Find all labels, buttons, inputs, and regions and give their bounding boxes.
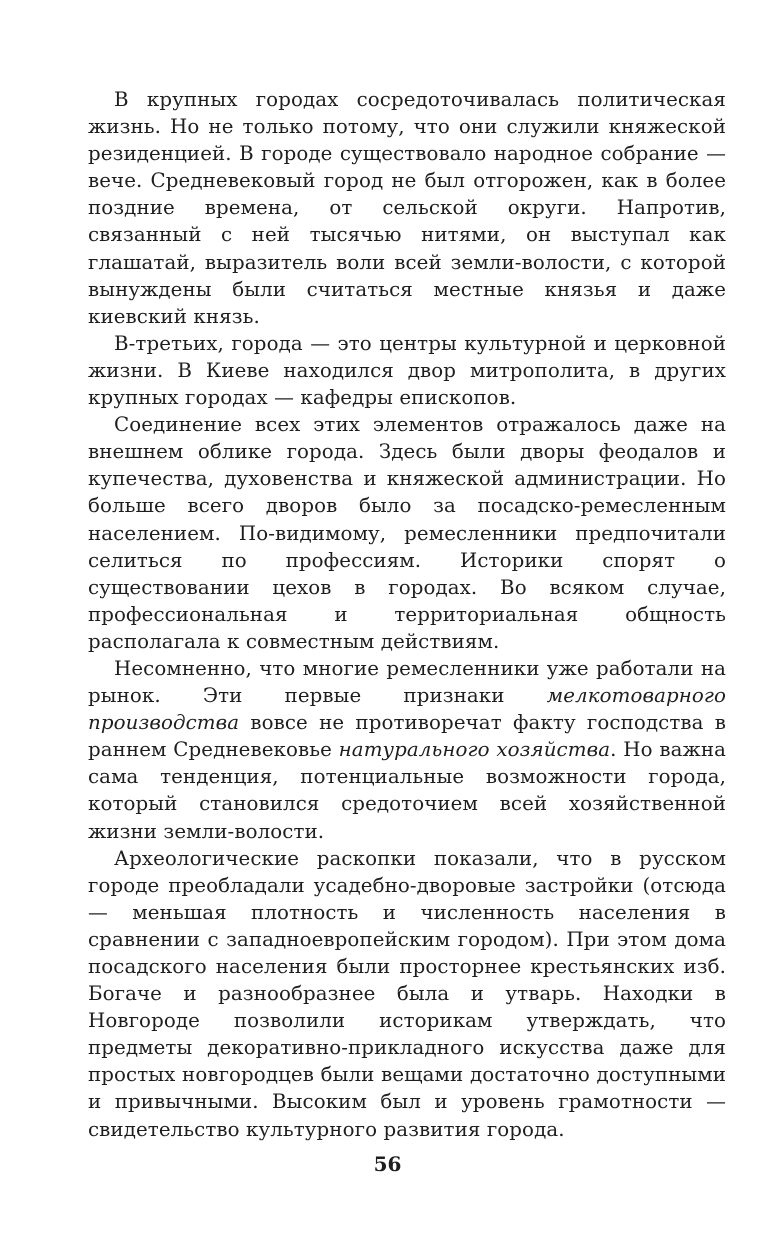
italic-term-natural-economy: натурального хозяйства	[338, 738, 611, 762]
paragraph-text-segment: . Но важна сама тенденция, потенциальные возможности города, который становился средоточием всей хозяйственной жизни земли-волости.	[88, 738, 727, 843]
paragraph-archaeology: Археологические раскопки показали, что в русском городе преобладали усадебно-дворовые застройки (отсюда — меньшая плотность и численность населения в сравнении с западноевропейским городом). При этом дома посадского населения были просторнее крестьянских изб. Богаче и разнообразнее была и утварь. Находки в Новгороде позволили историкам утверждать, что предметы декоративно-прикладного искусства даже для простых новгородцев были вещами достаточно доступными и привычными. Высоким был и уровень грамотности — свидетельство культурного развития города.	[88, 846, 726, 1141]
italic-term-small-commodity-production: мелкотоварного производства	[88, 684, 726, 735]
page-number: 56	[373, 1152, 402, 1176]
page-text-body	[88, 86, 726, 1143]
paragraph-city-appearance: Соединение всех этих элементов отражалось даже на внешнем облике города. Здесь были дворы феодалов и купечества, духовенства и княжеской администрации. Но больше всего дворов было за посадско-ремесленным населением. По-видимому, ремесленники предпочитали селиться по профессиям. Историки спорят о существовании цехов в городах. Во всяком случае, профессиональная и территориальная общность располагала к совместным действиям.	[88, 413, 726, 653]
paragraph-political-life: В крупных городах сосредоточивалась политическая жизнь. Но не только потому, что они служили княжеской резиденцией. В городе существовало народное собрание — вече. Средневековый город не был отгорожен, как в более поздние времена, от сельской округи. Напротив, связанный с ней тысячью нитями, он выступал как глашатай, выразитель воли всей земли-волости, с которой вынуждены были считаться местные князья и даже киевский князь.	[88, 88, 726, 328]
paragraph-text-segment: Несомненно, что многие ремесленники уже работали на рынок. Эти первые признаки	[88, 656, 726, 708]
paragraph-text-segment: вовсе не противоречат факту господства в раннем Средневековье	[88, 711, 726, 762]
paragraph-market-production	[88, 655, 726, 845]
paragraph-cultural-centers: В-третьих, города — это центры культурной и церковной жизни. В Киеве находился двор митрополита, в других крупных городах — кафедры епископов.	[88, 331, 726, 410]
